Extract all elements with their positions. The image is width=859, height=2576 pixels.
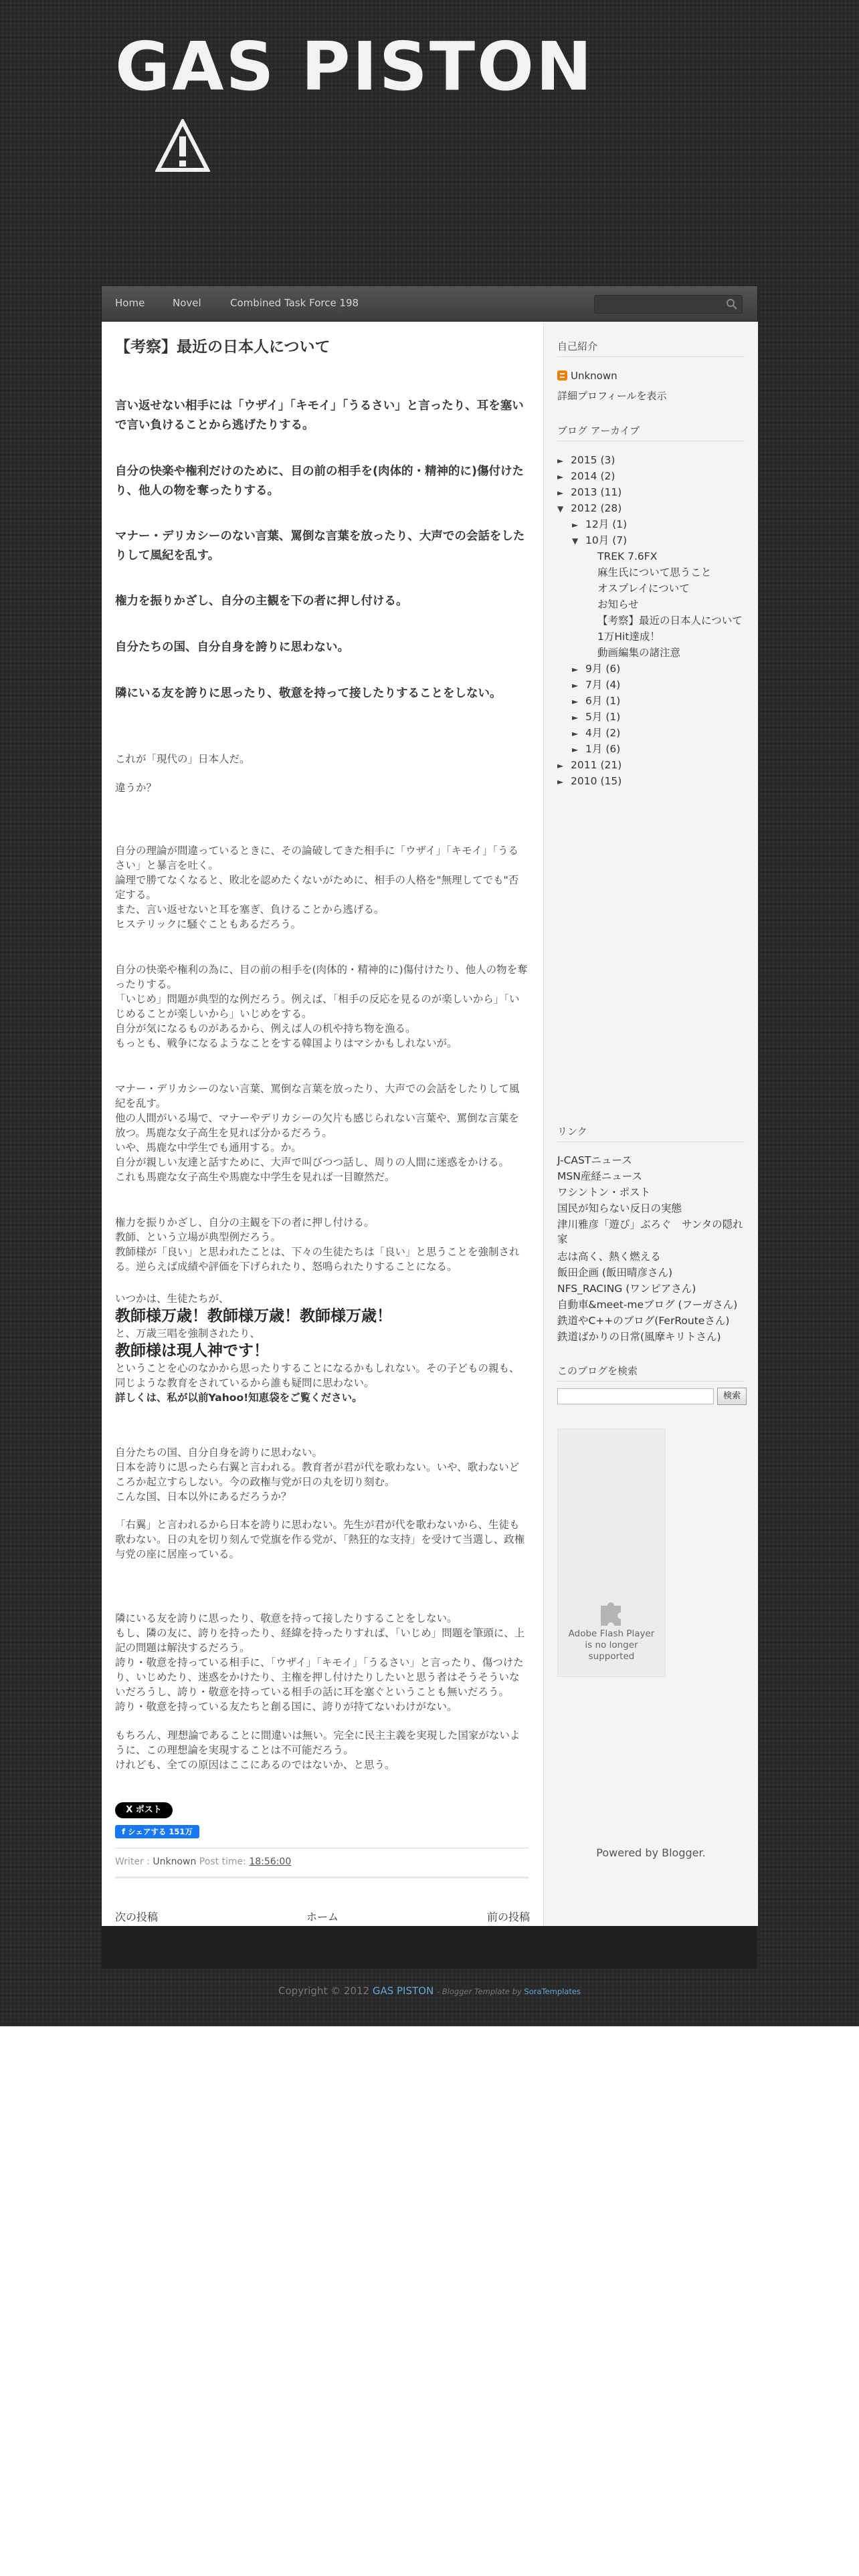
- archive-node[interactable]: [572, 661, 620, 677]
- archive-label[interactable]: 6月: [585, 695, 603, 707]
- archive-label[interactable]: 9月: [585, 663, 603, 675]
- text-line: いや、馬鹿な中学生でも通用する。か。: [115, 1142, 302, 1154]
- text-line: いつかは、生徒たちが、: [115, 1293, 229, 1305]
- archive-count: (11): [600, 486, 622, 498]
- archive-count: (28): [600, 502, 622, 514]
- text-line: 教師、という立場が典型例だろう。: [115, 1231, 282, 1243]
- flash-line: is no longer: [585, 1640, 638, 1650]
- links-heading: リンク: [557, 1125, 587, 1138]
- writer-name[interactable]: Unknown: [153, 1856, 197, 1867]
- x-post-button[interactable]: X ポスト: [115, 1802, 173, 1818]
- flash-line: supported: [588, 1651, 635, 1662]
- copyright-title[interactable]: GAS PISTON: [372, 1985, 434, 1997]
- archive-node[interactable]: [557, 501, 622, 516]
- expanded-arrow-icon[interactable]: ▼: [557, 504, 564, 514]
- copyright-prefix: Copyright © 2012: [278, 1985, 370, 1997]
- lead-paragraph-2: 自分の快楽や権利だけのために、目の前の相手を(肉体的・精神的に)傷付けたり、他人の物を奪ったりする。: [115, 465, 524, 498]
- blog-search-button[interactable]: 検索: [717, 1388, 747, 1405]
- archive-label[interactable]: 2011: [571, 759, 597, 771]
- nav-novel[interactable]: Novel: [173, 297, 201, 309]
- text-line: 自分の快楽や権利の為に、目の前の相手を(肉体的・精神的に)傷付けたり、他人の物を奪ったりする。: [115, 964, 528, 990]
- link-item[interactable]: 志は高く、熱く燃える: [557, 1251, 661, 1263]
- text-line: これも馬鹿な女子高生や馬鹿な中学生を見れば一目瞭然だ。: [115, 1171, 395, 1183]
- archive-post-link[interactable]: [597, 565, 711, 580]
- emphasis-line: 教師様は現人神です！: [115, 1342, 269, 1360]
- flash-line: Adobe Flash Player: [568, 1628, 655, 1639]
- blog-search-input[interactable]: [557, 1388, 714, 1404]
- profile-heading: 自己紹介: [557, 340, 598, 352]
- text-line: ということを心のなかから思ったりすることになるかもしれない。その子どもの親も、同じような教育をされているから誰も疑問に思わない。: [115, 1362, 520, 1389]
- section-6: [115, 1445, 529, 1504]
- archive-count: (7): [612, 534, 628, 546]
- archive-count: (21): [600, 759, 622, 771]
- section-8: [115, 1611, 529, 1714]
- archive-label[interactable]: 1万Hit達成！: [597, 631, 660, 643]
- intro-line: 違うか？: [115, 782, 157, 794]
- collapsed-arrow-icon[interactable]: ►: [557, 777, 564, 786]
- archive-node[interactable]: [572, 693, 620, 709]
- collapsed-arrow-icon[interactable]: ►: [572, 713, 579, 722]
- archive-node[interactable]: [572, 726, 620, 741]
- link-item[interactable]: MSN産経ニュース: [557, 1170, 643, 1182]
- archive-count: (1): [612, 518, 628, 530]
- facebook-share-button[interactable]: f シェアする 151万: [115, 1825, 199, 1838]
- section-7: [115, 1517, 529, 1562]
- section-9: [115, 1728, 529, 1772]
- archive-post-link[interactable]: [597, 629, 660, 644]
- profile-name[interactable]: Unknown: [571, 370, 617, 382]
- collapsed-arrow-icon[interactable]: ►: [572, 520, 579, 530]
- text-line: 「右翼」と言われるから日本を誇りに思わない。先生が君が代を歌わないから、生徒も歌わない。日の丸を切り刻んで党旗を作る党が、「熱狂的な支持」を受けて当選し、政権与党の座に居座っている。: [115, 1519, 525, 1560]
- post-time[interactable]: 18:56:00: [249, 1856, 292, 1867]
- time-label: Post time:: [199, 1856, 246, 1867]
- intro-block: [115, 752, 529, 795]
- archive-node[interactable]: [572, 742, 620, 757]
- section-4: [115, 1215, 529, 1274]
- main-column: [102, 322, 542, 1926]
- puzzle-piece-icon: [597, 1596, 626, 1626]
- divider: [557, 1381, 745, 1382]
- link-item[interactable]: 飯田企画 (飯田晴彦さん): [557, 1267, 673, 1279]
- link-item[interactable]: ワシントン・ポスト: [557, 1186, 651, 1198]
- archive-label[interactable]: 【考察】最近の日本人について: [597, 615, 743, 627]
- nav-home[interactable]: Home: [115, 297, 145, 309]
- archive-count: (1): [605, 695, 621, 707]
- text-line: もっとも、戦争になるようなことをする韓国よりはマシかもしれないが。: [115, 1037, 458, 1049]
- archive-label[interactable]: 4月: [585, 727, 603, 739]
- text-line: 隣にいる友を誇りに思ったり、敬意を持って接したりすることをしない。: [115, 1612, 458, 1624]
- section-2: [115, 962, 529, 1051]
- text-line: 誇り・敬意を持っている友たちと創る国に、誇りが持てないわけがない。: [115, 1701, 458, 1713]
- archive-node[interactable]: [572, 710, 620, 725]
- section-5: [115, 1291, 529, 1405]
- archive-label[interactable]: 2010: [571, 775, 597, 787]
- powered-by-blogger[interactable]: Powered by Blogger.: [596, 1846, 706, 1859]
- text-line: 誇り・敬意を持っている相手に、「ウザイ」「キモイ」「うるさい」と言ったり、傷つけたり、いじめたり、迷惑をかけたり、主権を押し付けたりしたいと思う者はそうそういないだろうし、誇り・敬意を持っている相手の話に耳を塞ぐということも無いだろう。: [115, 1656, 524, 1698]
- emphasis-line: 教師様万歳！教師様万歳！教師様万歳！: [115, 1307, 392, 1325]
- divider: [557, 356, 745, 357]
- text-line: 権力を振りかざし、自分の主観を下の者に押し付ける。: [115, 1216, 375, 1228]
- footer-band: [102, 1926, 757, 1969]
- archive-label[interactable]: 2012: [571, 502, 597, 514]
- link-item[interactable]: 鉄道やC++のブログ(FerRouteさん): [557, 1315, 730, 1327]
- text-line: 論理で勝てなくなると、敗北を認めたくないがために、相手の人格を"無理してでも"否定する。: [115, 874, 519, 901]
- lead-paragraph-6: 隣にいる友を誇りに思ったり、敬意を持って接したりすることをしない。: [115, 687, 502, 700]
- archive-count: (1): [605, 711, 621, 723]
- collapsed-arrow-icon[interactable]: ►: [572, 697, 579, 706]
- archive-node[interactable]: [557, 758, 622, 773]
- template-link[interactable]: SoraTemplates: [524, 1987, 581, 1996]
- text-line: 日本を誇りに思ったら右翼と言われる。教育者が君が代を歌わない。いや、歌わないどころか起立すらしない。今の政権与党が日の丸を切り刻む。: [115, 1461, 520, 1488]
- text-line: 「いじめ」問題が典型的な例だろう。例えば、「相手の反応を見るのが楽しいから」「いじめることが楽しいから」いじめをする。: [115, 993, 520, 1020]
- archive-node[interactable]: [557, 485, 622, 500]
- archive-post-link[interactable]: [597, 645, 680, 660]
- text-line: また、言い返せないと耳を塞ぎ、負けることから逃げる。: [115, 903, 385, 916]
- collapsed-arrow-icon[interactable]: ►: [572, 665, 579, 674]
- text-line: もし、隣の友に、誇りを持ったり、経緯を持ったりすれば、「いじめ」問題を筆頭に、上記の問題は解決するだろう。: [115, 1627, 525, 1654]
- archive-count: (4): [605, 679, 621, 691]
- text-line: こんな国、日本以外にあるだろうか？: [115, 1491, 292, 1503]
- archive-label[interactable]: 2014: [571, 470, 597, 482]
- chiebukuro-link[interactable]: 詳しくは、私が以前Yahoo!知恵袋をご覧ください。: [115, 1392, 363, 1404]
- text-line: 教師様が「良い」と思われたことは、下々の生徒たちは「良い」と思うことを強制される。逆らえば成績や評価を下げられたり、怒鳴られたりすることになる。: [115, 1246, 520, 1273]
- archive-label[interactable]: TREK 7.6FX: [597, 550, 658, 562]
- post-footer: [115, 1856, 291, 1867]
- archive-node[interactable]: [557, 453, 615, 468]
- text-line: マナー・デリカシーのない言葉、罵倒な言葉を放ったり、大声での会話をしたりして風紀を乱す。: [115, 1083, 520, 1109]
- link-item[interactable]: NFS_RACING (ワンピアさん): [557, 1283, 696, 1295]
- content-wrapper: [102, 286, 757, 1926]
- section-3: [115, 1081, 529, 1184]
- archive-count: (6): [605, 743, 621, 755]
- lead-paragraph-1: 言い返せない相手には「ウザイ」「キモイ」「うるさい」と言ったり、耳を塞いで言い負けることから逃げたりする。: [115, 399, 524, 432]
- warning-icon: [155, 119, 210, 174]
- section-1: [115, 843, 529, 932]
- post-title[interactable]: 【考察】最近の日本人について: [115, 338, 330, 356]
- archive-label[interactable]: 5月: [585, 711, 603, 723]
- collapsed-arrow-icon[interactable]: ►: [572, 681, 579, 690]
- lead-paragraph-3: マナー・デリカシーのない言葉、罵倒な言葉を放ったり、大声での会話をしたりして風紀を乱す。: [115, 530, 525, 562]
- archive-count: (2): [600, 470, 615, 482]
- collapsed-arrow-icon[interactable]: ►: [572, 729, 579, 738]
- profile-link[interactable]: 詳細プロフィールを表示: [557, 390, 667, 402]
- text-line: けれども、全ての原因はここにあるのではないか、と思う。: [115, 1759, 395, 1771]
- archive-node[interactable]: [557, 774, 622, 789]
- archive-post-link[interactable]: [597, 549, 657, 564]
- intro-line: これが「現代の」日本人だ。: [115, 753, 250, 765]
- archive-label[interactable]: 麻生氏について思うこと: [597, 566, 712, 578]
- archive-label[interactable]: 動画編集の諸注意: [597, 647, 681, 659]
- collapsed-arrow-icon[interactable]: ►: [557, 472, 564, 481]
- flash-placeholder: [557, 1428, 666, 1677]
- newer-post-link[interactable]: 前の投稿: [487, 1911, 531, 1923]
- home-link[interactable]: ホーム: [306, 1911, 339, 1923]
- archive-count: (2): [605, 727, 621, 739]
- archive-label[interactable]: お知らせ: [597, 599, 639, 611]
- older-post-link[interactable]: 次の投稿: [115, 1911, 159, 1923]
- archive-label[interactable]: 7月: [585, 679, 603, 691]
- template-credit: - Blogger Template by: [436, 1987, 524, 1996]
- text-line: 自分が親しい友達と話すために、大声で叫びつつ話し、周りの人間に迷惑をかける。: [115, 1156, 510, 1168]
- archive-label[interactable]: オスプレイについて: [597, 582, 690, 595]
- link-item[interactable]: J-CASTニュース: [557, 1154, 632, 1166]
- blogger-profile-icon: [557, 370, 567, 381]
- archive-count: (6): [605, 663, 621, 675]
- text-line: もちろん、理想論であることに間違いは無い。完全に民主主義を実現した国家がないように、この理想論を実現することは不可能だろう。: [115, 1729, 520, 1756]
- archive-post-link[interactable]: [597, 597, 639, 612]
- link-item[interactable]: 津川雅彦「遊び」ぶろぐ サンタの隠れ家: [557, 1218, 743, 1245]
- archive-label[interactable]: 10月: [585, 534, 609, 546]
- archive-count: (3): [600, 454, 615, 466]
- copyright: [0, 1985, 859, 1997]
- text-line: と、万歳三唱を強制されたり、: [115, 1327, 261, 1339]
- site-title[interactable]: GAS PISTON: [115, 27, 594, 106]
- archive-node[interactable]: [557, 469, 615, 484]
- collapsed-arrow-icon[interactable]: ►: [557, 761, 564, 770]
- text-line: 自分が気になるものがあるから、例えば人の机や持ち物を漁る。: [115, 1023, 416, 1035]
- archive-node[interactable]: [572, 517, 627, 532]
- collapsed-arrow-icon[interactable]: ►: [557, 456, 564, 465]
- archive-post-link[interactable]: [597, 581, 690, 596]
- archive-label[interactable]: 1月: [585, 743, 603, 755]
- search-heading: このブログを検索: [557, 1365, 638, 1377]
- writer-label: Writer :: [115, 1856, 150, 1867]
- divider: [115, 1876, 529, 1879]
- flash-message: [558, 1628, 665, 1662]
- archive-post-link[interactable]: [597, 613, 743, 628]
- collapsed-arrow-icon[interactable]: ►: [572, 745, 579, 754]
- nav-search-input[interactable]: [594, 295, 743, 314]
- archive-heading: ブログ アーカイブ: [557, 425, 640, 437]
- link-item[interactable]: 鉄道ばかりの日常(風摩キリトさん): [557, 1331, 721, 1343]
- archive-node[interactable]: [572, 533, 627, 548]
- archive-count: (15): [600, 775, 622, 787]
- link-item[interactable]: 国民が知らない反日の実態: [557, 1202, 682, 1214]
- text-line: 自分たちの国、自分自身を誇りに思わない。: [115, 1446, 323, 1459]
- lead-paragraph-4: 権力を振りかざし、自分の主観を下の者に押し付ける。: [115, 595, 408, 608]
- nav-ctf198[interactable]: Combined Task Force 198: [230, 297, 359, 309]
- text-line: 他の人間がいる場で、マナーやデリカシーの欠片も感じられない言葉や、罵倒な言葉を放つ。馬鹿な女子高生を見れば分かるだろう。: [115, 1112, 519, 1139]
- collapsed-arrow-icon[interactable]: ►: [557, 488, 564, 498]
- sidebar: [543, 322, 758, 1926]
- archive-label[interactable]: 2015: [571, 454, 597, 466]
- lead-paragraph-5: 自分たちの国、自分自身を誇りに思わない。: [115, 641, 349, 654]
- text-line: 自分の理論が間違っているときに、その論破してきた相手に「ウザイ」「キモイ」「うるさい」と暴言を吐く。: [115, 845, 518, 871]
- text-line: ヒステリックに騒ぐこともあるだろう。: [115, 918, 302, 930]
- archive-label[interactable]: 2013: [571, 486, 597, 498]
- search-icon[interactable]: [726, 298, 738, 310]
- archive-label[interactable]: 12月: [585, 518, 609, 530]
- navbar: [102, 286, 757, 322]
- archive-node[interactable]: [572, 677, 620, 693]
- link-item[interactable]: 自動車&meet-meブログ (フーガさん): [557, 1299, 738, 1311]
- expanded-arrow-icon[interactable]: ▼: [572, 536, 579, 546]
